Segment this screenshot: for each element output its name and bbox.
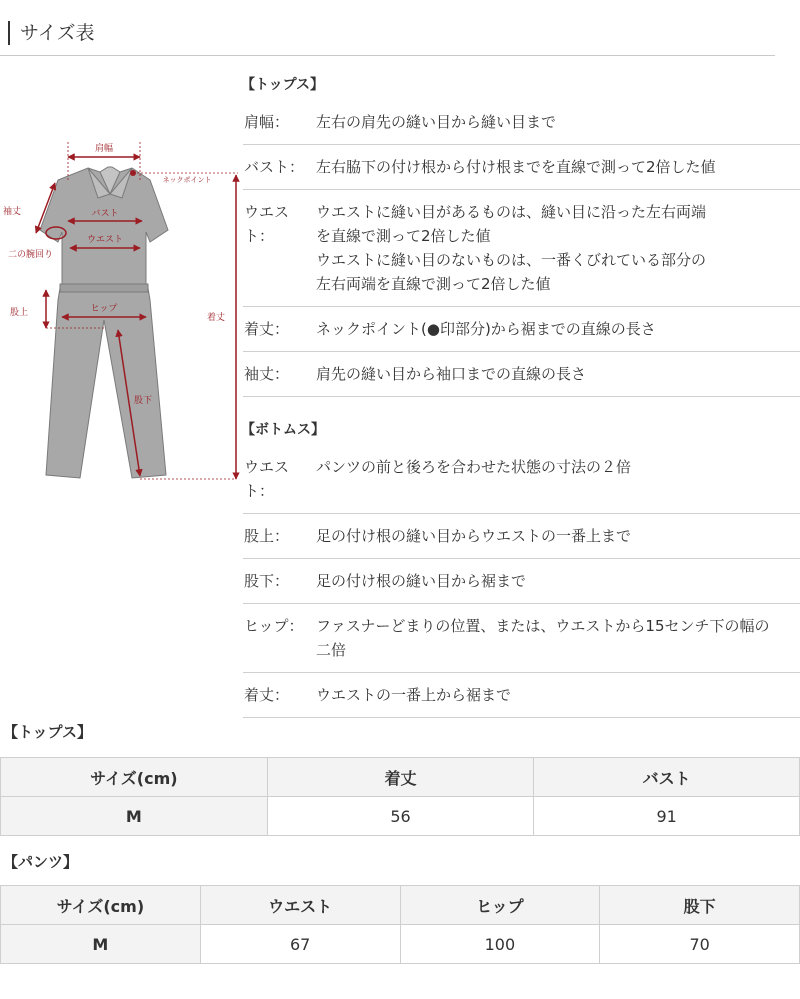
definition-row: [243, 145, 800, 190]
tops-table-title: 【トップス】: [3, 723, 92, 741]
value-cell: 100: [400, 925, 600, 964]
definition-text: パンツの前と後ろを合わせた状態の寸法の２倍: [316, 458, 632, 476]
pants-table-title: 【パンツ】: [3, 853, 79, 871]
definition-row: [243, 100, 800, 145]
definition-term: 肩幅：: [244, 113, 290, 131]
measurement-definitions: [243, 70, 800, 718]
definition-term: ヒップ：: [244, 617, 304, 635]
definition-term: 袖丈：: [244, 365, 290, 383]
definition-term: ウエスト：: [244, 203, 290, 245]
page-title: サイズ表: [8, 21, 94, 45]
rise-label: 股上: [10, 308, 29, 318]
size-cell: M: [1, 925, 201, 964]
sleeve-label: 袖丈: [3, 207, 22, 217]
measurement-diagram: [0, 120, 244, 500]
definition-row: [243, 514, 800, 559]
column-header: ウエスト: [200, 886, 400, 925]
definition-term: 股上：: [244, 527, 290, 545]
tops-size-table: [0, 757, 800, 836]
column-header: 着丈: [267, 758, 534, 797]
bust-label: バスト: [91, 209, 119, 219]
inseam-label: 股下: [134, 396, 153, 406]
table-header-row: [1, 758, 800, 797]
page-header: [0, 0, 800, 60]
tops-definitions-list: [243, 100, 800, 397]
definition-text: ファスナーどまりの位置、または、ウエストから15センチ下の幅の 二倍: [316, 617, 770, 659]
table-row: [1, 925, 800, 964]
definition-row: [243, 673, 800, 718]
definition-text: ネックポイント(●印部分)から裾までの直線の長さ: [316, 320, 656, 338]
definition-term: 着丈：: [244, 320, 290, 338]
shoulder-label: 肩幅: [94, 144, 114, 154]
value-cell: 56: [267, 797, 534, 836]
column-header: バスト: [534, 758, 800, 797]
column-header: サイズ(cm): [1, 886, 201, 925]
definition-term: 着丈：: [244, 686, 290, 704]
definition-row: [243, 352, 800, 397]
value-cell: 70: [600, 925, 800, 964]
garment-illustration: [0, 120, 244, 500]
definition-text: ウエストの一番上から裾まで: [316, 686, 512, 704]
definition-text: 肩先の縫い目から袖口までの直線の長さ: [316, 365, 587, 383]
arm-label: 二の腕回り: [8, 250, 54, 260]
waist-label: ウエスト: [86, 235, 124, 245]
definition-text: 足の付け根の縫い目からウエストの一番上まで: [316, 527, 632, 545]
definition-text: 足の付け根の縫い目から裾まで: [316, 572, 527, 590]
column-header: 股下: [600, 886, 800, 925]
bottoms-definitions-list: [243, 445, 800, 718]
definition-term: ウエスト：: [244, 458, 290, 500]
column-header: ヒップ: [400, 886, 600, 925]
top-garment-shape: [40, 168, 168, 285]
value-cell: 67: [200, 925, 400, 964]
definition-row: [243, 559, 800, 604]
definition-term: バスト：: [244, 158, 305, 176]
definition-row: [243, 604, 800, 673]
neck-point-label: ネックポイント: [162, 176, 212, 184]
length-label: 着丈: [207, 313, 226, 323]
table-header-row: [1, 886, 800, 925]
definition-text: 左右の肩先の縫い目から縫い目まで: [316, 113, 557, 131]
bottoms-definitions-heading: 【ボトムス】: [241, 422, 325, 438]
table-row: [1, 797, 800, 836]
tops-definitions-heading: 【トップス】: [241, 77, 325, 93]
pants-size-table: [0, 885, 800, 964]
header-divider: [0, 55, 775, 56]
definition-row: [243, 445, 800, 514]
definition-text: 左右脇下の付け根から付け根までを直線で測って2倍した値: [316, 158, 716, 176]
value-cell: 91: [534, 797, 800, 836]
definition-row: [243, 190, 800, 307]
definition-term: 股下：: [244, 572, 290, 590]
column-header: サイズ(cm): [1, 758, 268, 797]
definition-row: [243, 307, 800, 352]
hip-label: ヒップ: [90, 304, 118, 314]
definition-text: ウエストに縫い目があるものは、縫い目に沿った左右両端 を直線で測って2倍した値 ウエストに縫い目のないものは、一番くびれている部分の 左右両端を直線で測って2倍した値: [316, 203, 707, 293]
size-cell: M: [1, 797, 268, 836]
